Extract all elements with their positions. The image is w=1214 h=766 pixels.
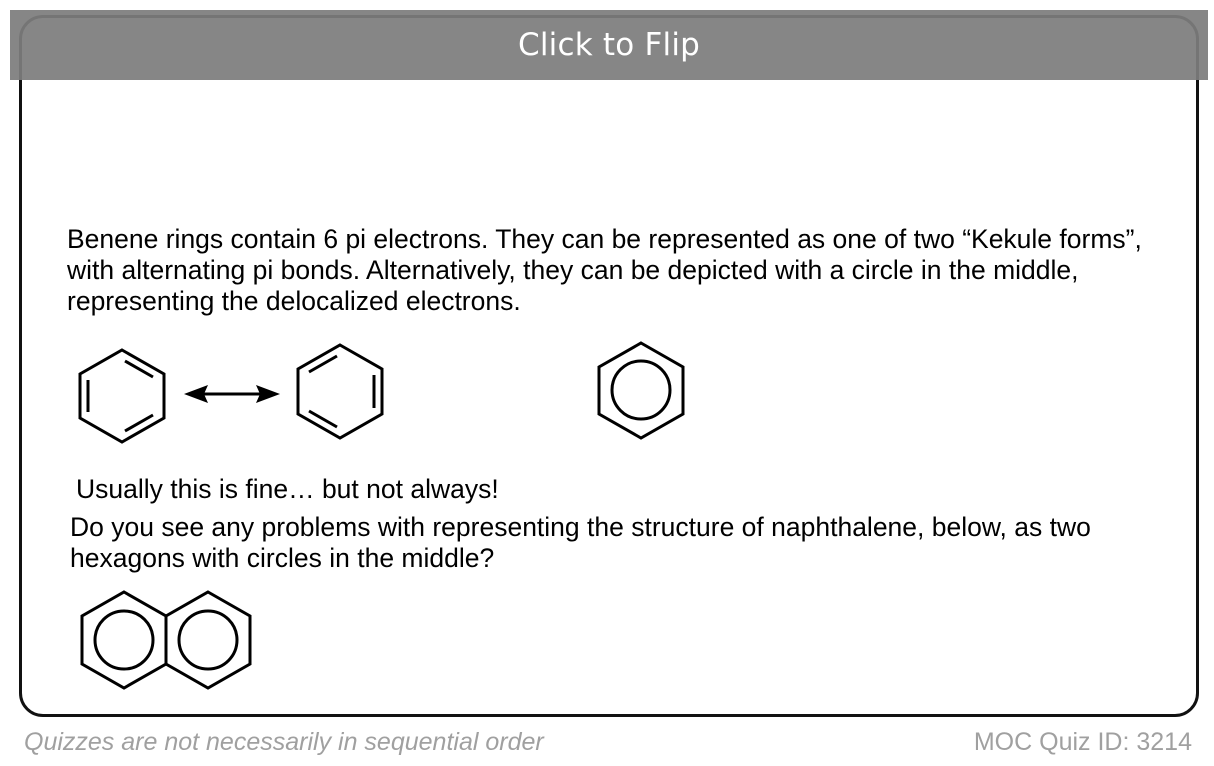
kekule-form-2-icon (298, 345, 382, 438)
resonance-arrow-icon (184, 385, 280, 403)
order-disclaimer: Quizzes are not necessarily in sequential order (24, 728, 544, 756)
usually-note: Usually this is fine… but not always! (76, 474, 499, 504)
flip-button-label: Click to Flip (517, 27, 701, 63)
naphthalene-icon (82, 592, 250, 688)
naphthalene-question: Do you see any problems with representing the structure of naphthalene, below, as two hexagons with circles in the middle? (70, 512, 1091, 573)
benzene-explanation: Benene rings contain 6 pi electrons. They can be represented as one of two “Kekule forms”, with alternating pi bonds. Alternatively, they can be depicted with a circle in the middle, representing the delocalized electrons. (67, 224, 1142, 316)
benzene-circle-icon (599, 343, 683, 438)
quiz-id: MOC Quiz ID: 3214 (973, 728, 1192, 756)
kekule-form-1-icon (80, 350, 164, 442)
